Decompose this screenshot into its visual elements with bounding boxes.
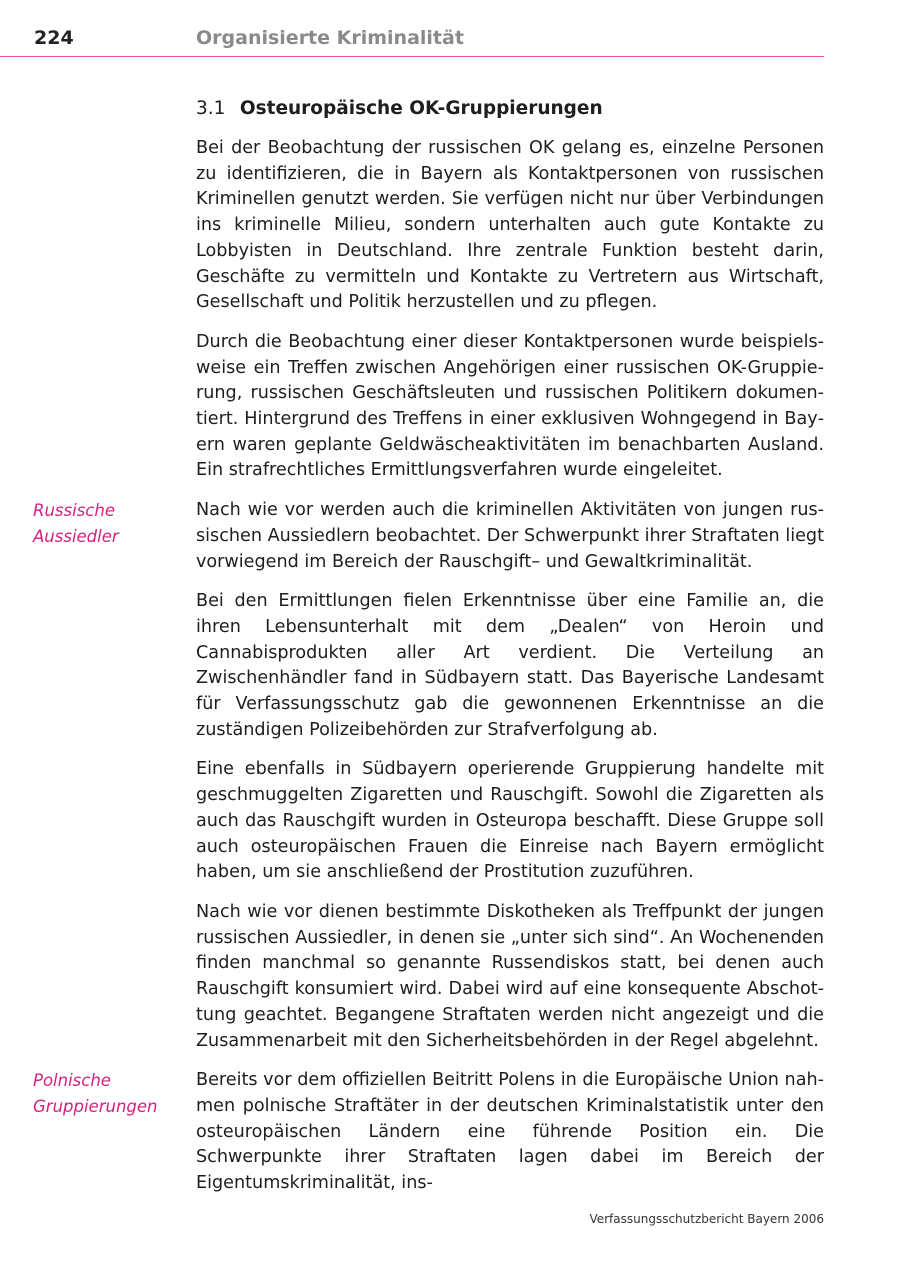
paragraph-polish-groups xyxy=(33,1068,824,1197)
page-footer: Verfassungsschutzbericht Bayern 2006 xyxy=(589,1212,824,1226)
paragraph-text: Bei der Beobachtung der russischen OK gelang es, einzelne Personen zu identifizieren, die in Bayern als Kontaktpersonen von russischen Kriminellen genutzt werden. Sie verfügen nicht nur über Verbindungen ins kriminelle Milieu, sondern unterhalten auch gute Kontakte zu Lobbyisten in Deutschland. Ihre zentrale Funktion besteht darin, Geschäfte zu vermitteln und Kontakte zu Vertretern aus Wirtschaft, Gesellschaft und Politik herzustellen und zu pflegen. xyxy=(196,138,824,313)
header-rule xyxy=(0,56,824,57)
section-number: 3.1 xyxy=(196,98,226,119)
paragraph-discotheques xyxy=(196,900,824,1054)
paragraph-text: Nach wie vor werden auch die kriminellen Aktivitäten von jungen russischen Aussiedlern beobachtet. Der Schwerpunkt ihrer Straftaten liegt vorwiegend im Bereich der Rauschgift– und Gewaltkriminalität. xyxy=(196,500,824,572)
paragraph-russian-resettlers xyxy=(33,498,824,575)
page-number: 224 xyxy=(34,27,74,49)
paragraph-family-dealing xyxy=(196,589,824,743)
paragraph-text: Durch die Beobachtung einer dieser Kontaktpersonen wurde beispielsweise ein Treffen zwischen Angehörigen einer russischen OK-Gruppierung, russischen Geschäftsleuten und russischen Politikern dokumentiert. Hintergrund des Treffens in einer exklusiven Wohngegend in Bayern waren geplante Geldwäscheaktivitäten im benachbarten Ausland. Ein strafrechtliches Ermittlungsverfahren wurde eingeleitet. xyxy=(196,331,824,481)
paragraph-contact-persons xyxy=(196,136,824,316)
paragraph-smuggling-group xyxy=(196,757,824,886)
page-header xyxy=(0,0,900,58)
section-title: Osteuropäische OK-Gruppierungen xyxy=(239,98,603,119)
margin-note-russische-aussiedler: Russische Aussiedler xyxy=(33,501,119,547)
paragraph-text: Bereits vor dem offiziellen Beitritt Polens in die Europäische Union nahmen polnische Straftäter in der deutschen Kriminalstatistik unter den osteuropäischen Ländern eine führende Position ein. Die Schwerpunkte ihrer Straftaten lagen dabei im Bereich der Eigentumskriminalität, ins- xyxy=(196,1070,824,1194)
running-title: Organisierte Kriminalität xyxy=(196,27,464,49)
section-heading xyxy=(196,96,824,122)
paragraph-text: Nach wie vor dienen bestimmte Diskotheken als Treffpunkt der jungen russischen Aussiedler, in denen sie „unter sich sind“. An Wochenenden finden manchmal so genannte Russendiskos statt, bei denen auch Rauschgift konsumiert wird. Dabei wird auf eine konsequente Abschottung geachtet. Begangene Straftaten werden nicht angezeigt und die Zusammenarbeit mit den Sicherheitsbehörden in der Regel abgelehnt. xyxy=(196,901,824,1051)
paragraph-text: Eine ebenfalls in Südbayern operierende Gruppierung handelte mit geschmuggelten Zigaretten und Rauschgift. Sowohl die Zigaretten als auch das Rauschgift wurden in Osteuropa beschafft. Diese Gruppe soll auch osteuropäischen Frauen die Einreise nach Bayern ermöglicht haben, um sie anschließend der Prostitution zuzuführen. xyxy=(196,759,824,883)
paragraph-meeting xyxy=(196,330,824,484)
paragraph-text: Bei den Ermittlungen fielen Erkenntnisse über eine Familie an, die ihren Lebensunterhalt mit dem „Dealen“ von Heroin und Cannabisprodukten aller Art verdient. Die Verteilung an Zwischenhändler fand in Südbayern statt. Das Bayerische Landesamt für Verfassungsschutz gab die gewonnenen Erkenntnisse an die zuständigen Polizeibehörden zur Strafverfolgung ab. xyxy=(196,591,824,740)
margin-note-polnische-gruppierungen: Polnische Gruppierungen xyxy=(33,1071,158,1117)
main-content xyxy=(33,96,824,1211)
